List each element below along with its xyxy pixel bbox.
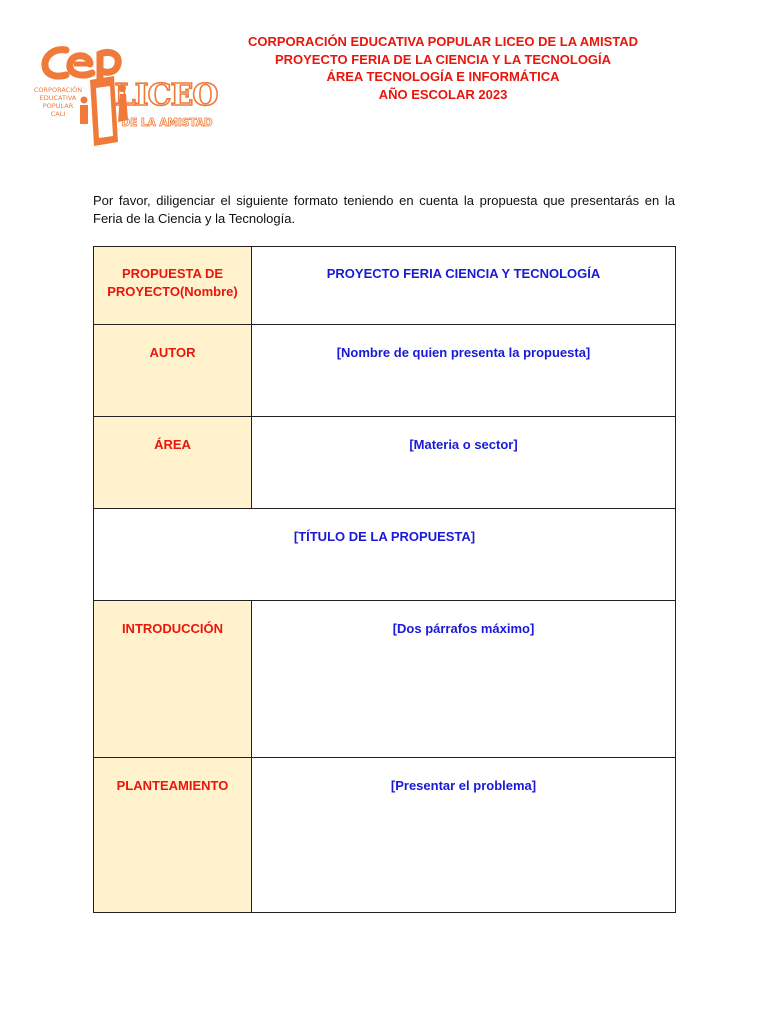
row-value-introduction[interactable]: [Dos párrafos máximo] bbox=[392, 621, 535, 636]
row-label-author: AUTOR bbox=[94, 325, 252, 416]
row-value-title[interactable]: [TÍTULO DE LA PROPUESTA] bbox=[293, 529, 476, 544]
row-value-area[interactable]: [Materia o sector] bbox=[409, 437, 518, 452]
svg-text:CALI: CALI bbox=[50, 110, 66, 118]
row-label-area: ÁREA bbox=[94, 417, 252, 508]
svg-text:POPULAR: POPULAR bbox=[42, 102, 74, 110]
school-logo bbox=[33, 42, 218, 154]
form-row-introduction bbox=[94, 601, 675, 758]
header-institution: CORPORACIÓN EDUCATIVA POPULAR LICEO DE LA AMISTAD bbox=[248, 34, 638, 49]
svg-text:EDUCATIVA: EDUCATIVA bbox=[39, 94, 77, 102]
proposal-form-table bbox=[93, 246, 676, 913]
form-row-proposal bbox=[94, 247, 675, 325]
svg-text:CORPORACIÓN: CORPORACIÓN bbox=[33, 86, 83, 94]
header-year: AÑO ESCOLAR 2023 bbox=[378, 86, 508, 102]
row-value-author[interactable]: [Nombre de quien presenta la propuesta] bbox=[336, 345, 591, 360]
row-label-proposal: PROPUESTA DE PROYECTO(Nombre) bbox=[94, 247, 252, 324]
svg-text:LICEO: LICEO bbox=[114, 78, 218, 113]
row-value-problem[interactable]: [Presentar el problema] bbox=[390, 778, 537, 793]
form-row-title bbox=[94, 509, 675, 601]
instructions-paragraph: Por favor, diligenciar el siguiente formato teniendo en cuenta la propuesta que presentarás en la Feria de la Ciencia y la Tecnología. bbox=[93, 193, 675, 226]
form-row-area bbox=[94, 417, 675, 509]
row-label-problem: PLANTEAMIENTO bbox=[94, 758, 252, 912]
header-project: PROYECTO FERIA DE LA CIENCIA Y LA TECNOLOGÍA bbox=[274, 51, 612, 67]
svg-text:DE LA AMISTAD: DE LA AMISTAD bbox=[121, 117, 213, 129]
cep-caption bbox=[34, 85, 82, 118]
header-area: ÁREA TECNOLOGÍA E INFORMÁTICA bbox=[326, 69, 560, 84]
row-value-proposal[interactable]: PROYECTO FERIA CIENCIA Y TECNOLOGÍA bbox=[326, 266, 601, 281]
form-row-problem bbox=[94, 758, 675, 912]
form-row-author bbox=[94, 325, 675, 417]
document-header bbox=[200, 33, 686, 103]
row-label-introduction: INTRODUCCIÓN bbox=[94, 601, 252, 757]
